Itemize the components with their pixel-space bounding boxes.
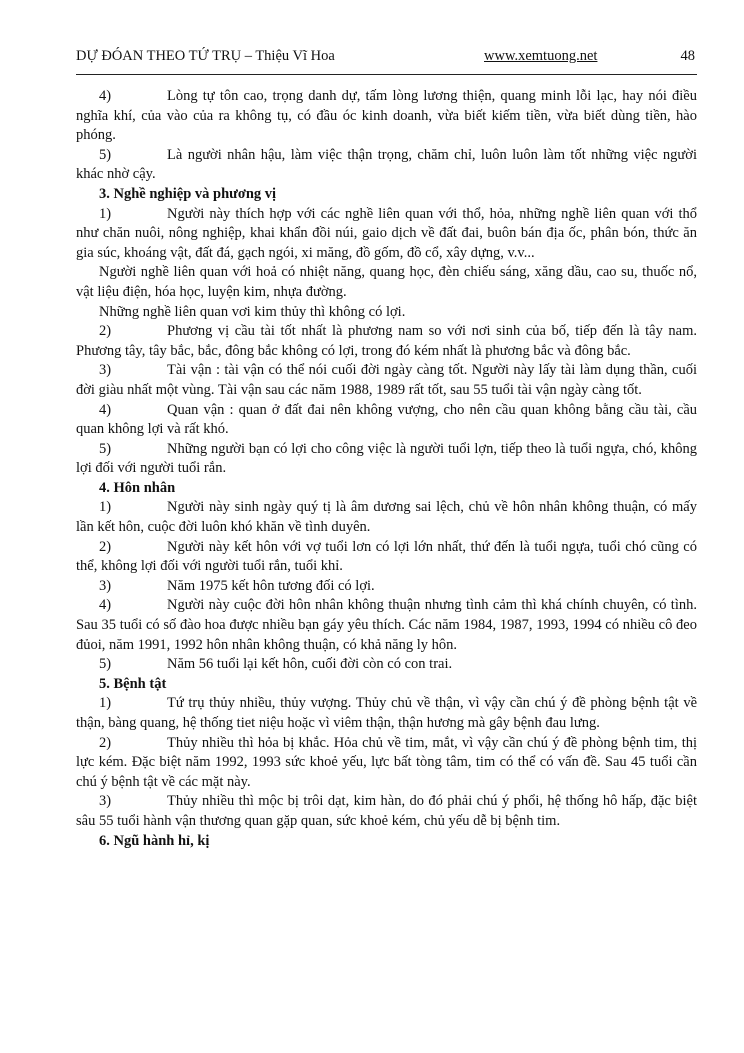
paragraph: Người nghề liên quan với hoả có nhiệt năng, quang học, đèn chiếu sáng, xăng dầu, cao su, thuốc nổ, vật liệu điện, hóa học, luyện kim, nhựa đường.	[76, 264, 697, 300]
numbered-paragraph	[76, 146, 697, 185]
item-text: Người này thích hợp với các nghề liên quan với thổ, hỏa, những nghề liên quan với thổ như chăn nuôi, nông nghiệp, khai khẩn đồi núi, gaio dịch về đất đai, buôn bán địa ốc, phân bón, thức ăn gia súc, khoáng vật, đất đá, gạch ngói, xi măng, đồ gốm, đồ cổ, xây dựng, v.v...	[76, 205, 697, 261]
numbered-paragraph	[76, 87, 697, 146]
item-number: 4)	[99, 401, 112, 418]
numbered-paragraph	[76, 596, 697, 655]
item-text: Thủy nhiều thì mộc bị trôi dạt, kim hàn, do đó phải chú ý phổi, hệ thống hô hấp, đặc biệt sâu 55 tuổi hành vận thương quan gặp quan, sức khoẻ kém, chủ yếu dễ bị bệnh tim.	[76, 793, 697, 829]
item-text: Tứ trụ thủy nhiều, thủy vượng. Thủy chủ về thận, vì vậy cần chú ý đề phòng bệnh tật về thận, bàng quang, hệ thống tiet niệu hoặc vì viêm thận, thận hương mà gây bệnh đau lưng.	[76, 695, 697, 731]
item-number: 3)	[99, 793, 112, 810]
item-number: 3)	[99, 362, 112, 379]
numbered-paragraph	[76, 577, 697, 597]
numbered-paragraph	[76, 361, 697, 400]
item-text: Phương vị cầu tài tốt nhất là phương nam so với nơi sinh của bố, tiếp đến là tây nam. Phương tây, tây bắc, bắc, đông bắc không có lợi, trong đó kém nhất là phương bắc và đông bắc.	[76, 323, 697, 359]
item-number: 4)	[99, 88, 112, 104]
item-number: 1)	[99, 205, 112, 222]
numbered-paragraph	[76, 655, 697, 675]
numbered-paragraph	[76, 498, 697, 537]
numbered-paragraph	[76, 440, 697, 479]
item-text: Những người bạn có lợi cho công việc là người tuổi lợn, tiếp theo là tuổi ngựa, chó, không lợi đối với người tuổi rắn.	[76, 440, 697, 477]
item-number: 2)	[99, 538, 112, 555]
numbered-paragraph	[76, 792, 697, 831]
item-text: Là người nhân hậu, làm việc thận trọng, chăm chỉ, luôn luôn làm tốt những việc người khác nhờ cậy.	[76, 146, 697, 183]
item-text: Tài vận : tài vận có thể nói cuối đời ngày càng tốt. Người này lấy tài làm dụng thần, cuối đời giàu nhất một vùng. Tài vận sau các năm 1988, 1989 rất tốt, sau 55 tuổi tài vận ngày càng tốt.	[76, 362, 697, 398]
numbered-paragraph	[76, 322, 697, 361]
item-number: 2)	[99, 734, 112, 751]
section-heading: 6. Ngũ hành hỉ, kị	[99, 832, 210, 849]
section-heading: 5. Bệnh tật	[99, 675, 167, 692]
item-text: Năm 56 tuổi lại kết hôn, cuối đời còn có con trai.	[167, 656, 453, 673]
numbered-paragraph	[76, 205, 697, 264]
item-number: 1)	[99, 695, 112, 712]
numbered-paragraph	[76, 538, 697, 577]
page-number: 48	[680, 48, 695, 64]
item-text: Thủy nhiều thì hỏa bị khắc. Hỏa chủ về tim, mắt, vì vậy cần chú ý đề phòng bệnh tim, thị lực kém. Đặc biệt năm 1992, 1993 sức khoẻ yếu, lực bất tòng tâm, tim có thể có vấn đề. Sau 45 tuổi cần chú ý bệnh tật về các mặt này.	[76, 734, 697, 790]
item-number: 1)	[99, 499, 112, 516]
item-number: 5)	[99, 146, 112, 163]
document-body	[76, 87, 697, 851]
item-text: Năm 1975 kết hôn tương đối có lợi.	[167, 577, 375, 594]
numbered-paragraph	[76, 694, 697, 733]
item-text: Người này cuộc đời hôn nhân không thuận nhưng tình cảm thì khá chính chuyên, có tình. Sau 35 tuổi có số đào hoa được nhiều bạn gáy yêu thích. Các năm 1984, 1987, 1993, 1994 có nhiều cô đeo đủoi, năm 1991, 1992 hôn nhân không thuận, có khả năng ly hôn.	[76, 597, 697, 653]
item-number: 3)	[99, 577, 112, 594]
numbered-paragraph	[76, 401, 697, 440]
item-number: 5)	[99, 440, 112, 457]
numbered-paragraph	[76, 734, 697, 793]
item-text: Người này sinh ngày quý tị là âm dương sai lệch, chủ về hôn nhân không thuận, có mấy lần kết hôn, cuộc đời luôn khó khăn về tình duyên.	[76, 499, 697, 536]
item-number: 4)	[99, 597, 112, 614]
section-heading: 3. Nghề nghiệp và phương vị	[99, 185, 277, 202]
paragraph: Những nghề liên quan vơi kim thủy thì không có lợi.	[99, 303, 406, 320]
item-number: 5)	[99, 656, 112, 673]
page-header	[76, 46, 697, 75]
item-text: Quan vận : quan ở đất đai nên không vượng, cho nên cầu quan không bằng cầu tài, cầu quan không lợi và rất khó.	[76, 401, 697, 438]
item-number: 2)	[99, 323, 112, 340]
section-heading: 4. Hôn nhân	[99, 479, 176, 496]
item-text: Người này kết hôn với vợ tuổi lơn có lợi lớn nhất, thứ đến là tuổi ngựa, tuổi chó cũng có thể, không lợi đối với người tuổi rắn, tuổi khỉ.	[76, 538, 697, 575]
item-text: Lòng tự tôn cao, trọng danh dự, tấm lòng lương thiện, quang minh lỗi lạc, hay nói điều nghĩa khí, của vào của ra không tụ, có đầu óc kinh doanh, vừa biết kiếm tiền, vừa biết dùng tiền, hào phóng.	[76, 88, 697, 144]
document-title: DỰ ĐÓAN THEO TỨ TRỤ – Thiệu Vĩ Hoa	[76, 48, 335, 64]
website-link[interactable]: www.xemtuong.net	[484, 48, 598, 64]
